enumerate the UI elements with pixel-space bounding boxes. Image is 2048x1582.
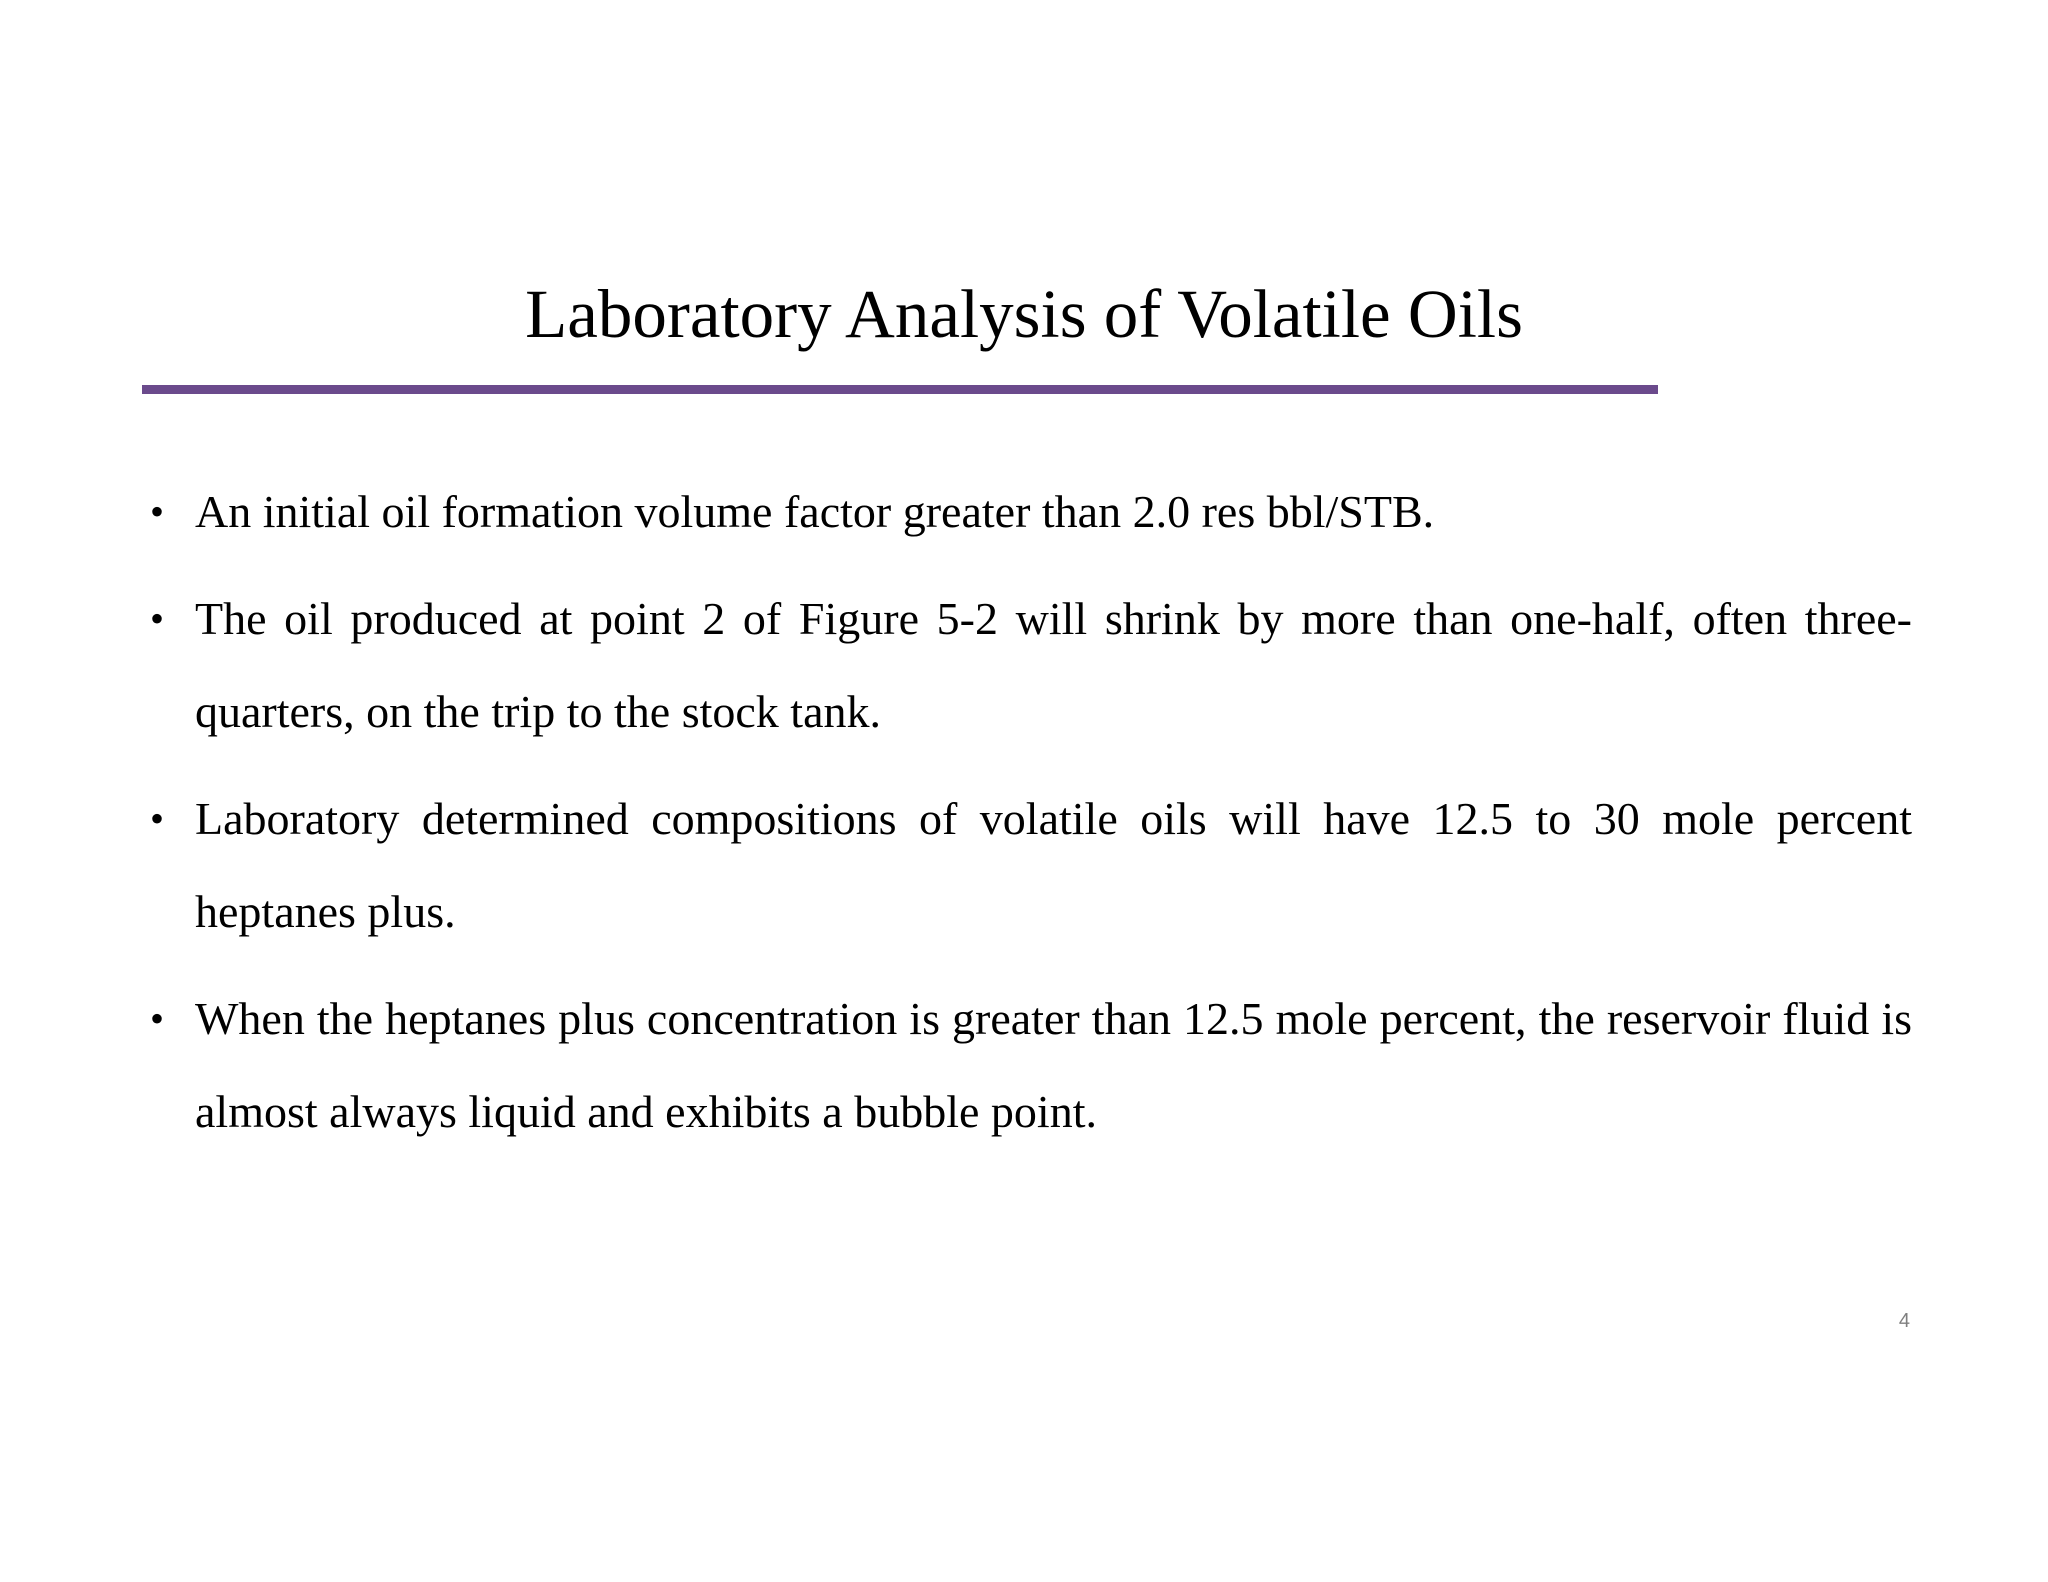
bullet-text: The oil produced at point 2 of Figure 5-2 will shrink by more than one-half, often three- quarters, on the trip to the stock tank.: [195, 593, 1912, 737]
bullet-dot: •: [150, 996, 165, 1041]
slide-title: Laboratory Analysis of Volatile Oils: [525, 276, 1523, 352]
bullet-item: [150, 572, 1912, 758]
bullet-item: [150, 772, 1912, 958]
bullet-text: When the heptanes plus concentration is greater than 12.5 mole percent, the reservoir fluid is almost always liquid and exhibits a bubble point.: [195, 993, 1912, 1137]
bullet-item: [150, 972, 1912, 1158]
bullet-text: An initial oil formation volume factor greater than 2.0 res bbl/STB.: [195, 486, 1435, 537]
bullet-text: Laboratory determined compositions of volatile oils will have 12.5 to 30 mole percent heptanes plus.: [195, 793, 1912, 937]
bullet-list: [150, 465, 1912, 1172]
page-number: 4: [1898, 1310, 1910, 1332]
bullet-dot: •: [150, 489, 165, 534]
bullet-item: [150, 465, 1912, 558]
title-underline: [142, 385, 1658, 394]
bullet-dot: •: [150, 796, 165, 841]
bullet-dot: •: [150, 596, 165, 641]
